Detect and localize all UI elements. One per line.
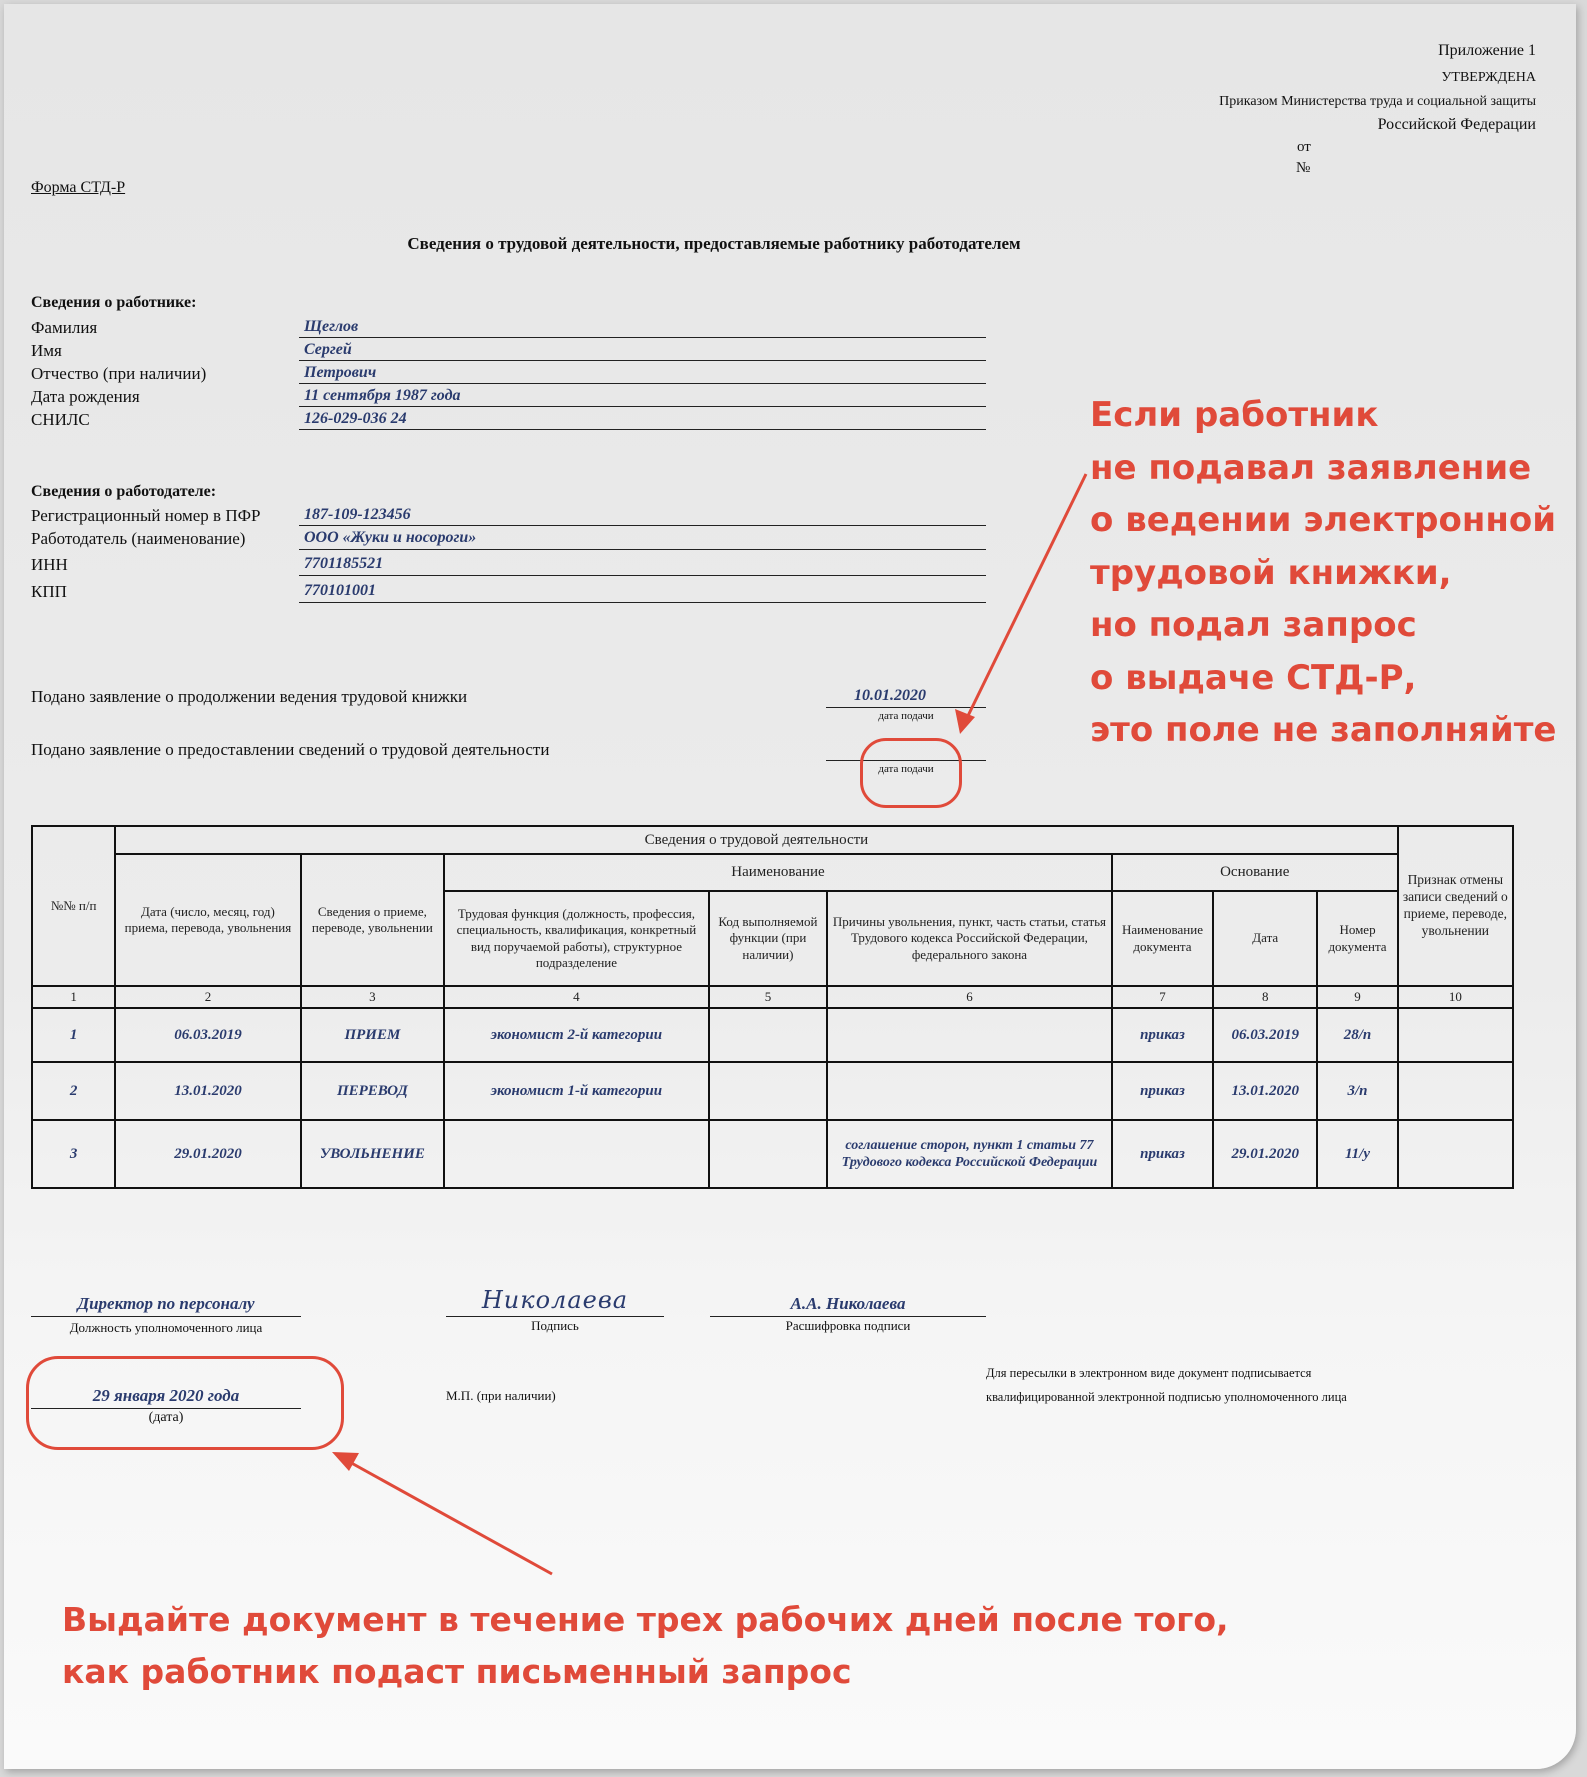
patronymic-label: Отчество (при наличии) bbox=[31, 364, 207, 383]
cell-docdate: 13.01.2020 bbox=[1213, 1062, 1317, 1120]
birth-value: 11 сентября 1987 года bbox=[304, 387, 461, 404]
cell-info: ПРИЕМ bbox=[301, 1008, 444, 1062]
column-number: 6 bbox=[827, 986, 1112, 1008]
arrow-bottom-line bbox=[346, 1460, 552, 1574]
annotation-top-line: Если работник bbox=[1090, 395, 1379, 435]
inn-value: 7701185521 bbox=[304, 555, 384, 572]
cell-docname: приказ bbox=[1112, 1008, 1213, 1062]
cell-function: экономист 1-й категории bbox=[444, 1062, 709, 1120]
birth-label: Дата рождения bbox=[31, 387, 140, 406]
signature-line bbox=[446, 1316, 664, 1317]
approved-label: УТВЕРЖДЕНА bbox=[1441, 70, 1536, 85]
column-number: 5 bbox=[709, 986, 827, 1008]
header-naim: Наименование bbox=[444, 854, 1112, 891]
provide-application-label: Подано заявление о предоставлении сведений о трудовой деятельности bbox=[31, 740, 550, 759]
arrow-bottom-head bbox=[332, 1452, 359, 1471]
table-row bbox=[32, 1120, 1513, 1188]
order-label: Приказом Министерства труда и социальной защиты bbox=[1219, 94, 1536, 109]
cell-date: 29.01.2020 bbox=[115, 1120, 300, 1188]
form-name: Форма СТД-Р bbox=[31, 179, 126, 196]
appendix-label: Приложение 1 bbox=[1438, 42, 1536, 59]
stamp-label: М.П. (при наличии) bbox=[446, 1388, 556, 1403]
annotation-top-line: о ведении электронной bbox=[1090, 500, 1557, 540]
column-number: 7 bbox=[1112, 986, 1213, 1008]
cell-date: 06.03.2019 bbox=[115, 1008, 300, 1062]
column-number: 10 bbox=[1398, 986, 1513, 1008]
document-title: Сведения о трудовой деятельности, предоставляемые работнику работодателем bbox=[407, 234, 1021, 253]
cell-reason: соглашение сторон, пункт 1 статьи 77 Трудового кодекса Российской Федерации bbox=[827, 1120, 1112, 1188]
surname-value: Щеглов bbox=[304, 318, 359, 335]
name-label: Имя bbox=[31, 341, 62, 360]
order-date-label: от bbox=[1297, 139, 1311, 155]
column-number: 4 bbox=[444, 986, 709, 1008]
column-number: 2 bbox=[115, 986, 300, 1008]
cell-cancel bbox=[1398, 1008, 1513, 1062]
kpp-label: КПП bbox=[31, 582, 67, 601]
header-reason: Причины увольнения, пункт, часть статьи, статья Трудового кодекса Российской Федерации, федерального закона bbox=[827, 891, 1112, 986]
inn-label: ИНН bbox=[31, 555, 68, 574]
cell-docname: приказ bbox=[1112, 1062, 1213, 1120]
column-number: 8 bbox=[1213, 986, 1317, 1008]
signature-decode-line bbox=[710, 1316, 986, 1317]
highlight-box-date bbox=[26, 1356, 344, 1450]
provide-date-caption: дата подачи bbox=[878, 763, 934, 775]
position-value: Директор по персоналу bbox=[77, 1294, 255, 1313]
header-basis: Основание bbox=[1112, 854, 1398, 891]
continue-application-date: 10.01.2020 bbox=[854, 687, 926, 704]
cell-date: 13.01.2020 bbox=[115, 1062, 300, 1120]
cell-code bbox=[709, 1062, 827, 1120]
cell-num: 3 bbox=[32, 1120, 115, 1188]
cell-reason bbox=[827, 1008, 1112, 1062]
employer-section-title: Сведения о работодателе: bbox=[31, 483, 217, 500]
column-number: 3 bbox=[301, 986, 444, 1008]
signature-caption: Подпись bbox=[531, 1318, 579, 1333]
employer-name-value: ООО «Жуки и носороги» bbox=[304, 529, 477, 546]
annotation-top-line: не подавал заявление bbox=[1090, 447, 1532, 488]
cell-info: УВОЛЬНЕНИЕ bbox=[301, 1120, 444, 1188]
continue-application-label: Подано заявление о продолжении ведения трудовой книжки bbox=[31, 687, 468, 706]
cell-docdate: 29.01.2020 bbox=[1213, 1120, 1317, 1188]
kpp-value: 770101001 bbox=[304, 582, 376, 599]
snils-label: СНИЛС bbox=[31, 410, 90, 429]
header-info: Сведения о приеме, переводе, увольнении bbox=[301, 854, 444, 986]
annotation-top-line: это поле не заполняйте bbox=[1090, 710, 1557, 750]
signature-decode-value: А.А. Николаева bbox=[790, 1294, 906, 1313]
header-docnum: Номер документа bbox=[1317, 891, 1397, 986]
patronymic-value: Петрович bbox=[304, 364, 377, 381]
table-row bbox=[32, 1062, 1513, 1120]
pfr-value: 187-109-123456 bbox=[304, 506, 411, 523]
electronic-note-line1: Для пересылки в электронном виде документ подписывается bbox=[986, 1366, 1312, 1380]
cell-num: 1 bbox=[32, 1008, 115, 1062]
header-work-info: Сведения о трудовой деятельности bbox=[115, 826, 1397, 854]
annotation-bottom-line: Выдайте документ в течение трех рабочих дней после того, bbox=[62, 1600, 1229, 1639]
surname-label: Фамилия bbox=[31, 318, 98, 337]
header-code: Код выполняемой функции (при наличии) bbox=[709, 891, 827, 986]
annotation-bottom-line: как работник подаст письменный запрос bbox=[62, 1652, 852, 1691]
issue-date-value: 29 января 2020 года bbox=[92, 1386, 240, 1405]
continue-date-caption: дата подачи bbox=[878, 710, 934, 722]
position-caption: Должность уполномоченного лица bbox=[69, 1320, 263, 1335]
cell-function bbox=[444, 1120, 709, 1188]
header-docdate: Дата bbox=[1213, 891, 1317, 986]
signature-decode-caption: Расшифровка подписи bbox=[785, 1318, 911, 1333]
position-line bbox=[31, 1316, 301, 1317]
header-num: №№ п/п bbox=[32, 826, 115, 986]
name-value: Сергей bbox=[304, 341, 352, 358]
cell-docdate: 06.03.2019 bbox=[1213, 1008, 1317, 1062]
snils-value: 126-029-036 24 bbox=[304, 410, 407, 427]
annotation-top-line: трудовой книжки, bbox=[1090, 552, 1452, 593]
annotation-top-line: о выдаче СТД-Р, bbox=[1090, 657, 1417, 698]
cell-docname: приказ bbox=[1112, 1120, 1213, 1188]
cell-reason bbox=[827, 1062, 1112, 1120]
annotation-top-line: но подал запрос bbox=[1090, 605, 1417, 645]
header-cancel: Признак отмены записи сведений о приеме, переводе, увольнении bbox=[1398, 826, 1513, 986]
cell-function: экономист 2-й категории bbox=[444, 1008, 709, 1062]
cell-code bbox=[709, 1008, 827, 1062]
header-docname: Наименование документа bbox=[1112, 891, 1213, 986]
employee-section-title: Сведения о работнике: bbox=[31, 294, 197, 311]
cell-num: 2 bbox=[32, 1062, 115, 1120]
employer-name-label: Работодатель (наименование) bbox=[31, 529, 246, 548]
header-function: Трудовая функция (должность, профессия, специальность, квалификация, конкретный вид поручаемой работы), структурное подразделение bbox=[444, 891, 709, 986]
signature-handwritten: Николаева bbox=[481, 1286, 629, 1314]
arrow-top-line bbox=[964, 474, 1086, 724]
header-date: Дата (число, месяц, год) приема, перевода, увольнения bbox=[115, 854, 300, 986]
order-number-label: № bbox=[1296, 160, 1311, 176]
column-number: 9 bbox=[1317, 986, 1397, 1008]
table-row bbox=[32, 1008, 1513, 1062]
work-history-table bbox=[31, 825, 1514, 1189]
cell-code bbox=[709, 1120, 827, 1188]
column-number: 1 bbox=[32, 986, 115, 1008]
cell-docnum: 3/п bbox=[1317, 1062, 1397, 1120]
cell-docnum: 11/у bbox=[1317, 1120, 1397, 1188]
cell-cancel bbox=[1398, 1062, 1513, 1120]
arrow-top-head bbox=[955, 709, 975, 734]
issue-date-caption: (дата) bbox=[148, 1410, 184, 1425]
cell-docnum: 28/п bbox=[1317, 1008, 1397, 1062]
pfr-label: Регистрационный номер в ПФР bbox=[31, 506, 261, 525]
cell-cancel bbox=[1398, 1120, 1513, 1188]
electronic-note-line2: квалифицированной электронной подписью уполномоченного лица bbox=[986, 1390, 1347, 1404]
document-page bbox=[4, 4, 1576, 1769]
cell-info: ПЕРЕВОД bbox=[301, 1062, 444, 1120]
federation-label: Российской Федерации bbox=[1377, 116, 1536, 133]
annotation-bottom bbox=[62, 1594, 1229, 1698]
